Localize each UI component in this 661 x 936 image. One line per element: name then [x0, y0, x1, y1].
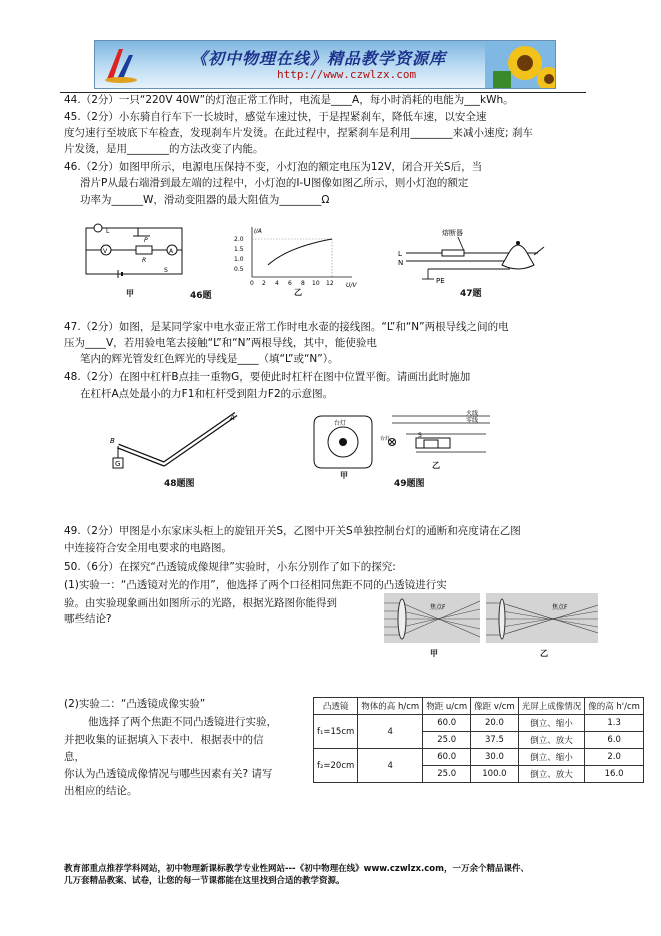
- table-cell: 倒立、缩小: [518, 749, 585, 766]
- fig48-lever: [104, 410, 244, 478]
- table-header: 物距 u/cm: [423, 698, 471, 715]
- footer-line-1: 教育部重点推荐学科网站，初中物理新课标教学专业性网站---《初中物理在线》www.czwlzx.com，一万余个精品课件、: [64, 864, 529, 874]
- fig46-ylabel: I/A: [254, 228, 262, 235]
- table-header: 像的高 h'/cm: [585, 698, 644, 715]
- fig47-n-label: N: [398, 259, 404, 267]
- q47-text-3: 笔内的辉光管发红色辉光的导线是____（填“L”或“N”）。: [80, 353, 339, 365]
- banner-title: 《初中物理在线》精品教学资源库: [191, 49, 447, 68]
- table-cell: 100.0: [471, 766, 519, 783]
- q46-text-3: 功率为______W，滑动变阻器的最大阻值为________Ω: [80, 194, 330, 206]
- fig49-lamp2-label: 台灯: [380, 436, 391, 442]
- fig46-caption: 46题: [190, 291, 212, 301]
- q49-text-1: 49.（2分）甲图是小东家床头柜上的旋钮开关S，乙图中开关S单独控制台灯的通断和亮度请在乙图: [64, 525, 521, 537]
- table-header: 像距 v/cm: [471, 698, 519, 715]
- sunflower-icon: [485, 41, 555, 88]
- fig46-xlabel: U/V: [346, 282, 357, 289]
- svg-text:V: V: [103, 248, 108, 255]
- table-cell: 25.0: [423, 732, 471, 749]
- q46-text-1: 46.（2分）如图甲所示，电源电压保持不变，小灯泡的额定电压为12V，闭合开关S后，当: [64, 161, 483, 173]
- fig46-iu-graph: [228, 225, 358, 297]
- lens-focus-label: 焦点F: [552, 604, 568, 611]
- svg-text:A: A: [169, 248, 174, 255]
- fig48-a-label: A: [230, 414, 235, 422]
- fig47-caption: 47题: [460, 289, 482, 299]
- table-cell: 20.0: [471, 715, 519, 732]
- q48-text-2: 在杠杆A点处最小的力F1和杠杆受到阻力F2的示意图。: [80, 388, 334, 400]
- banner-url[interactable]: http://www.czwlzx.com: [277, 68, 417, 81]
- fig47-l-label: L: [398, 250, 402, 258]
- fig46-xtick: 0: [250, 280, 254, 287]
- table-header-row: [314, 698, 644, 715]
- lens-diagram-jia: [384, 593, 480, 643]
- table-header: 物体的高 h/cm: [358, 698, 423, 715]
- fig49-s-label: S: [418, 432, 422, 439]
- fig46-circuit: [78, 222, 190, 298]
- q44-text: 44.（2分）一只“220V 40W”的灯泡正常工作时，电流是____A，每小时消耗的电能为___kWh。: [64, 94, 514, 106]
- fig49-neutral-label: 零线: [466, 417, 479, 424]
- table-row: [314, 715, 644, 732]
- exp2-title: (2)实验二：“凸透镜成像实验”: [64, 698, 206, 710]
- table-cell: 16.0: [585, 766, 644, 783]
- table-cell: f₁=15cm: [314, 715, 358, 749]
- fig49-lamp-label: 台灯: [334, 420, 347, 427]
- table-row: [314, 749, 644, 766]
- fig46-jia-label: 甲: [126, 289, 134, 298]
- q48-text-1: 48.（2分）在图中杠杆B点挂一重物G，要使此时杠杆在图中位置平衡。请画出此时施加: [64, 371, 471, 383]
- page-footer: [64, 863, 604, 887]
- q45-text-1: 45.（2分）小东骑自行车下一长坡时，感觉车速过快，于是捏紧刹车，降低车速，以安全速: [64, 111, 487, 123]
- fig48-g-label: G: [115, 460, 121, 468]
- fig49-knob-circuit: [306, 410, 496, 480]
- site-logo-icon: [101, 43, 141, 85]
- lens-data-table: [313, 697, 644, 783]
- fig48-caption: 48题图: [164, 479, 195, 489]
- fig46-xtick: 2: [262, 280, 266, 287]
- table-cell: f₂=20cm: [314, 749, 358, 783]
- table-cell: 1.3: [585, 715, 644, 732]
- fig49-live-label: 火线: [466, 410, 479, 417]
- q50-text: 50.（6分）在探究“凸透镜成像规律”实验时，小东分别作了如下的探究:: [64, 561, 396, 573]
- fig46-xtick: 6: [288, 280, 292, 287]
- svg-text:P: P: [144, 237, 148, 244]
- table-cell: 2.0: [585, 749, 644, 766]
- fig46-yi-label: 乙: [294, 288, 302, 297]
- fig46-ytick: 0.5: [234, 266, 244, 273]
- fig46-xtick: 8: [301, 280, 305, 287]
- table-header: 光屏上成像情况: [518, 698, 585, 715]
- fig47-kettle-wiring: [398, 225, 548, 285]
- fig47-fuse-label: 熔断器: [442, 229, 463, 237]
- table-header: 凸透镜: [314, 698, 358, 715]
- fig49-yi-label: 乙: [432, 461, 440, 470]
- fig46-xtick: 10: [312, 280, 320, 287]
- lens-diagram-yi: [486, 593, 598, 643]
- fig46-xtick: 12: [326, 280, 334, 287]
- lens-yi-label: 乙: [540, 649, 548, 658]
- q45-text-3: 片发烫，是用________的方法改变了内能。: [64, 143, 264, 155]
- table-cell: 60.0: [423, 749, 471, 766]
- table-cell: 37.5: [471, 732, 519, 749]
- exp1-text-3: 哪些结论?: [64, 613, 112, 625]
- svg-text:L: L: [106, 228, 110, 235]
- q46-text-2: 滑片P从最右端滑到最左端的过程中，小灯泡的I-U图像如图乙所示，则小灯泡的额定: [80, 177, 469, 189]
- lens-jia-label: 甲: [430, 649, 438, 658]
- fig47-pe-label: PE: [436, 277, 445, 285]
- fig46-xtick: 4: [275, 280, 279, 287]
- table-cell: 6.0: [585, 732, 644, 749]
- exp2-text-1: 他选择了两个焦距不同凸透镜进行实验，: [88, 716, 277, 728]
- fig48-b-label: B: [110, 437, 115, 445]
- lens-focus-label: 焦点F: [430, 604, 446, 611]
- exp2-text-4: 你认为凸透镜成像情况与哪些因素有关? 请写: [64, 768, 273, 780]
- exp1-text-1: (1)实验一：“凸透镜对光的作用”，他选择了两个口径相同焦距不同的凸透镜进行实: [64, 579, 447, 591]
- footer-line-2: 几万套精品教案、试卷，让您的每一节课都能在这里找到合适的教学资源。: [64, 876, 345, 886]
- header-banner: [94, 40, 556, 89]
- fig49-jia-label: 甲: [340, 471, 348, 480]
- fig46-ytick: 2.0: [234, 236, 244, 243]
- table-cell: 倒立、缩小: [518, 715, 585, 732]
- svg-text:R: R: [142, 257, 147, 264]
- table-cell: 倒立、放大: [518, 766, 585, 783]
- table-cell: 4: [358, 715, 423, 749]
- svg-text:S: S: [164, 267, 168, 274]
- table-cell: 30.0: [471, 749, 519, 766]
- exp2-text-3: 息，: [64, 751, 85, 763]
- fig46-ytick: 1.5: [234, 246, 244, 253]
- q47-text-2: 压为____V，若用验电笔去接触“L”和“N”两根导线，其中，能使验电: [64, 337, 377, 349]
- table-cell: 倒立、放大: [518, 732, 585, 749]
- table-cell: 25.0: [423, 766, 471, 783]
- exp2-text-2: 并把收集的证据填入下表中．根据表中的信: [64, 734, 264, 746]
- q47-text-1: 47.（2分）如图，是某同学家中电水壶正常工作时电水壶的接线图。“L”和“N”两根导线之间的电: [64, 321, 509, 333]
- exp2-text-5: 出相应的结论。: [64, 785, 138, 797]
- fig49-caption: 49题图: [394, 479, 425, 489]
- exp1-text-2: 验。由实验现象画出如图所示的光路，根据光路图你能得到: [64, 597, 337, 609]
- fig46-ytick: 1.0: [234, 256, 244, 263]
- table-cell: 4: [358, 749, 423, 783]
- q49-text-2: 中连接符合安全用电要求的电路图。: [64, 542, 232, 554]
- q45-text-2: 度匀速行至坡底下车检查，发现刹车片发烫。在此过程中，捏紧刹车是利用________来减小速度; 刹车: [64, 127, 533, 139]
- table-cell: 60.0: [423, 715, 471, 732]
